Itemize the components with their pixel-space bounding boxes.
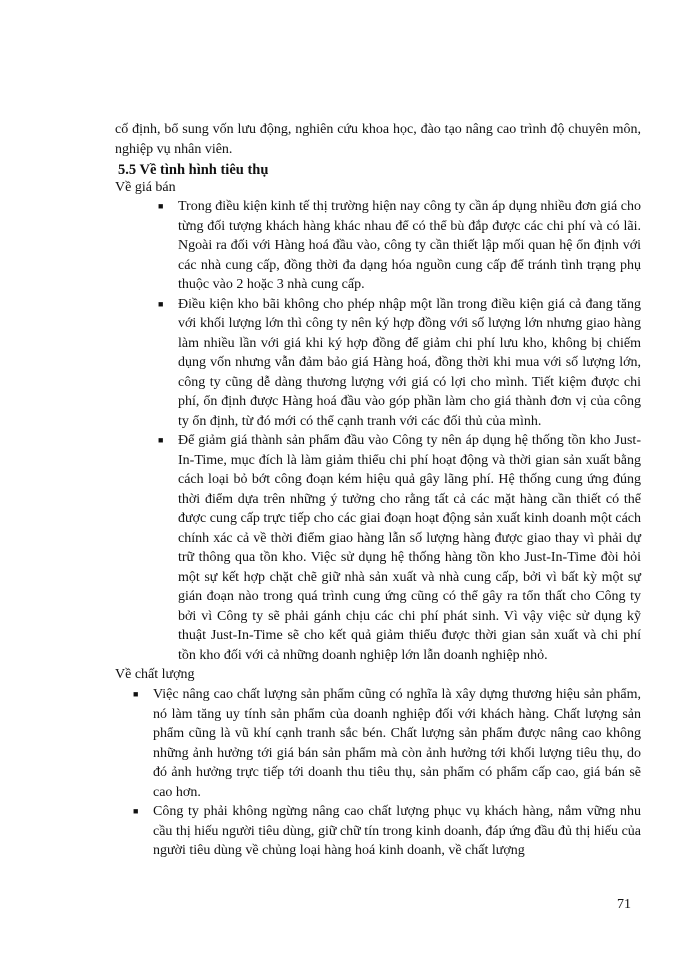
list-item [133,802,641,861]
intro-paragraph: cố định, bổ sung vốn lưu động, nghiên cứu khoa học, đào tạo nâng cao trình độ chuyên môn, nghiệp vụ nhân viên. [115,122,641,157]
list-item-text: Để giảm giá thành sản phẩm đầu vào Công ty nên áp dụng hệ thống tồn kho Just-In-Time, mục đích là làm giảm thiểu chi phí hoạt động và thời gian sản xuất bằng cách loại bỏ bớt công đoạn kém hiệu quả gây lãng phí. Hệ thống cung ứng đúng thời điểm dựa trên những ý tưởng cho rằng tất cả các mặt hàng cần thiết có thể được cung cấp trực tiếp cho các giai đoạn hoạt động sản xuất kinh doanh một cách chính xác cả về thời điểm giao hàng lẫn số lượng hàng được giao thay vì phải dự trữ thông qua tồn kho. Việc sử dụng hệ thống hàng tồn kho Just-In-Time đòi hỏi một sự kết hợp chặt chẽ giữ nhà sản xuất và nhà cung cấp, bởi vì bất kỳ một sự gián đoạn nào trong quá trình cung ứng cũng có thể gây ra tổn thất cho Công ty bởi vì Công ty sẽ phải gánh chịu các chi phí phát sinh. Vì vậy việc sử dụng kỹ thuật Just-In-Time sẽ cho kết quả giảm thiểu được thời gian sản xuất và chi phí tồn kho đối với cả những doanh nghiệp lớn lẫn doanh nghiệp nhỏ. [178,433,641,663]
list-item [158,197,641,295]
quality-bullet-list [133,685,641,861]
price-label: Về giá bán [115,180,176,195]
square-bullet-icon: ■ [158,298,164,309]
square-bullet-icon: ■ [133,806,139,816]
list-item-text: Điều kiện kho bãi không cho phép nhập một lần trong điều kiện giá cả đang tăng với khối lượng lớn thì công ty nên ký hợp đồng với số lượng lớn nhưng giao hàng làm nhiều lần với giá khi ký hợp đồng để giảm chi phí lưu kho, không bị chiếm dụng vốn nhưng vẫn đảm bảo giá Hàng hoá, đồng thời khi mua với số lượng lớn, công ty cũng dễ dàng thương lượng với giá có lợi cho mình. Tiết kiệm được chi phí, ổn định được Hàng hoá đầu vào góp phần làm cho giá thành đơn vị của công ty ổn định, từ đó mới có thể cạnh tranh với các đối thủ của mình. [178,296,641,429]
square-bullet-icon: ■ [133,689,139,699]
list-item-text: Trong điều kiện kinh tế thị trường hiện nay công ty cần áp dụng nhiều đơn giá cho từng đối tượng khách hàng khác nhau để có thể bù đắp được các chi phí và có lãi. Ngoài ra đối với Hàng hoá đầu vào, công ty cần thiết lập mối quan hệ ổn định với các nhà cung cấp, đồng thời đa dạng hóa nguồn cung cấp để tránh tình trạng phụ thuộc vào 2 hoặc 3 nhà cung cấp. [178,199,641,292]
list-item [133,685,641,802]
section-heading: 5.5 Về tình hình tiêu thụ [118,162,269,178]
list-item [158,431,641,665]
list-item-text: Việc nâng cao chất lượng sản phẩm cũng có nghĩa là xây dựng thương hiệu sản phẩm, nó làm tăng uy tính sản phẩm của doanh nghiệp đối với khách hàng. Chất lượng sản phẩm cũng là vũ khí cạnh tranh sắc bén. Chất lượng sản phẩm được nâng cao không những ảnh hưởng tới giá bán sản phẩm mà còn ảnh hưởng tới khối lượng tiêu thụ, do đó ảnh hưởng trực tiếp tới doanh thu tiêu thụ, sản phẩm có phẩm cấp cao, giá bán sẽ cao hơn. [153,687,641,800]
square-bullet-icon: ■ [158,435,164,445]
price-bullet-list [158,197,641,665]
page-number: 71 [617,897,631,912]
list-item-text: Công ty phải không ngừng nâng cao chất lượng phục vụ khách hàng, nắm vững nhu cầu thị hiếu người tiêu dùng, giữ chữ tín trong kinh doanh, đáp ứng đầu đủ thị hiếu của người tiêu dùng về chủng loại hàng hoá kinh doanh, về chất lượng [153,804,641,858]
list-item [158,295,641,432]
quality-label: Về chất lượng [115,667,195,682]
square-bullet-icon: ■ [158,201,164,211]
